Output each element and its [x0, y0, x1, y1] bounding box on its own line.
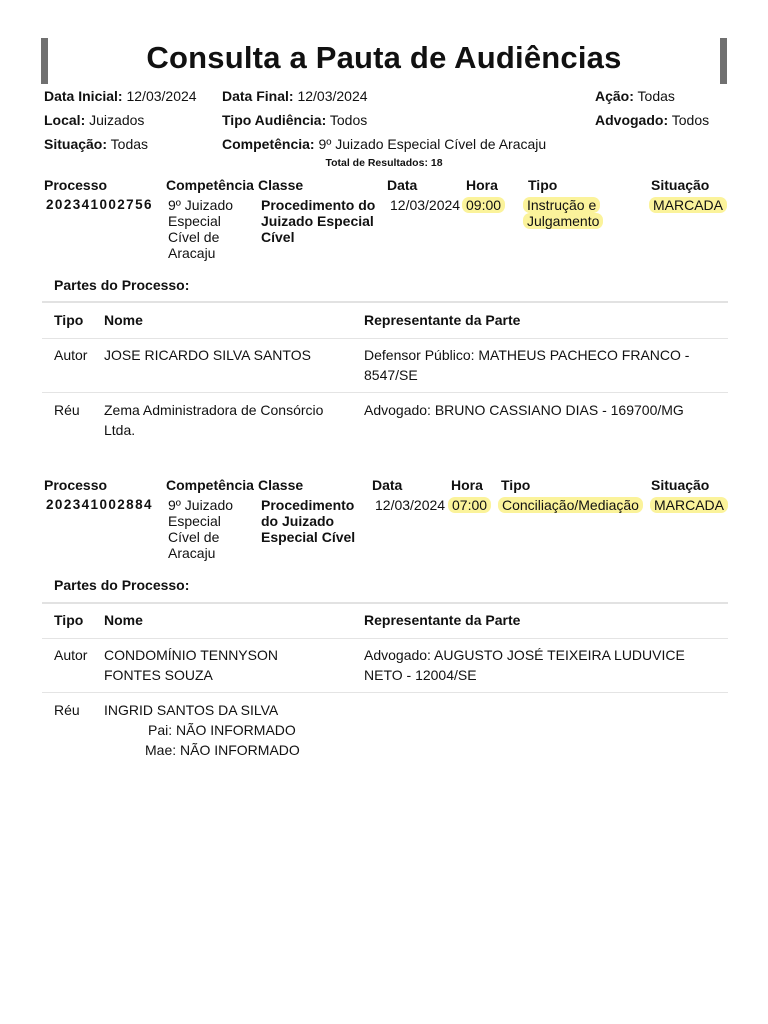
- parte-representante: Defensor Público: MATHEUS PACHECO FRANCO - 8547/SE: [364, 347, 690, 383]
- processo-classe: Procedimento do Juizado Especial Cível: [261, 497, 356, 545]
- header-competencia: Competência: [166, 477, 254, 493]
- header-processo: Processo: [44, 177, 108, 193]
- parte-nome: INGRID SANTOS DA SILVA: [104, 702, 279, 718]
- partes-header-tipo: Tipo: [54, 612, 84, 628]
- processo-competencia: 9º Juizado Especial Cível de Aracaju: [168, 497, 234, 561]
- processo-data: 12/03/2024: [390, 197, 461, 213]
- parte-representante: Advogado: BRUNO CASSIANO DIAS - 169700/MG: [364, 402, 684, 418]
- divider: [42, 301, 728, 303]
- parte-tipo: Réu: [54, 402, 80, 418]
- filter-competencia: Competência: 9º Juizado Especial Cível de Aracaju: [222, 136, 547, 152]
- processo-tipo: Instrução e Julgamento: [523, 197, 603, 229]
- header-competencia: Competência: [166, 177, 254, 193]
- processo-hora: 07:00: [448, 497, 491, 513]
- processo-classe: Procedimento do Juizado Especial Cível: [261, 197, 376, 245]
- total-results: Total de Resultados: 18: [325, 157, 443, 169]
- processo-numero: 202341002756: [46, 197, 153, 212]
- partes-header-representante: Representante da Parte: [364, 312, 521, 328]
- processo-tipo: Conciliação/Mediação: [498, 497, 643, 513]
- title-bar-right: [720, 38, 727, 84]
- parte-nome: CONDOMÍNIO TENNYSON FONTES SOUZA: [104, 647, 278, 683]
- header-hora: Hora: [451, 477, 483, 493]
- header-classe: Classe: [258, 177, 304, 193]
- processo-data: 12/03/2024: [375, 497, 446, 513]
- parte-mae: Mae: NÃO INFORMADO: [145, 742, 300, 758]
- header-situacao: Situação: [651, 177, 710, 193]
- header-situacao: Situação: [651, 477, 710, 493]
- parte-tipo: Autor: [54, 347, 88, 363]
- partes-header-nome: Nome: [104, 312, 143, 328]
- parte-tipo: Autor: [54, 647, 88, 663]
- divider: [42, 602, 728, 604]
- parte-nome: JOSE RICARDO SILVA SANTOS: [104, 347, 311, 363]
- page-title: Consulta a Pauta de Audiências: [146, 40, 622, 75]
- processo-hora: 09:00: [462, 197, 505, 213]
- parte-tipo: Réu: [54, 702, 80, 718]
- header-data: Data: [372, 477, 403, 493]
- filter-situacao: Situação: Todas: [44, 136, 149, 152]
- filter-advogado: Advogado: Todos: [595, 112, 710, 128]
- divider: [42, 392, 728, 393]
- header-tipo: Tipo: [528, 177, 558, 193]
- partes-header-nome: Nome: [104, 612, 143, 628]
- divider: [42, 692, 728, 693]
- header-tipo: Tipo: [501, 477, 531, 493]
- filter-acao: Ação: Todas: [595, 88, 675, 104]
- filter-data-inicial: Data Inicial: 12/03/2024: [44, 88, 197, 104]
- filter-local: Local: Juizados: [44, 112, 145, 128]
- processo-numero: 202341002884: [46, 497, 153, 512]
- filter-data-final: Data Final: 12/03/2024: [222, 88, 368, 104]
- processo-situacao: MARCADA: [649, 197, 727, 213]
- parte-pai: Pai: NÃO INFORMADO: [148, 722, 296, 738]
- partes-header-tipo: Tipo: [54, 312, 84, 328]
- partes-title: Partes do Processo:: [54, 277, 190, 293]
- processo-competencia: 9º Juizado Especial Cível de Aracaju: [168, 197, 234, 261]
- divider: [42, 338, 728, 339]
- parte-representante: Advogado: AUGUSTO JOSÉ TEIXEIRA LUDUVICE NETO - 12004/SE: [364, 647, 685, 683]
- header-data: Data: [387, 177, 418, 193]
- processo-situacao: MARCADA: [650, 497, 728, 513]
- filter-tipo-audiencia: Tipo Audiência: Todos: [222, 112, 368, 128]
- header-hora: Hora: [466, 177, 498, 193]
- partes-title: Partes do Processo:: [54, 577, 190, 593]
- parte-nome: Zema Administradora de Consórcio Ltda.: [104, 402, 324, 438]
- divider: [42, 638, 728, 639]
- header-classe: Classe: [258, 477, 304, 493]
- header-processo: Processo: [44, 477, 108, 493]
- partes-header-representante: Representante da Parte: [364, 612, 521, 628]
